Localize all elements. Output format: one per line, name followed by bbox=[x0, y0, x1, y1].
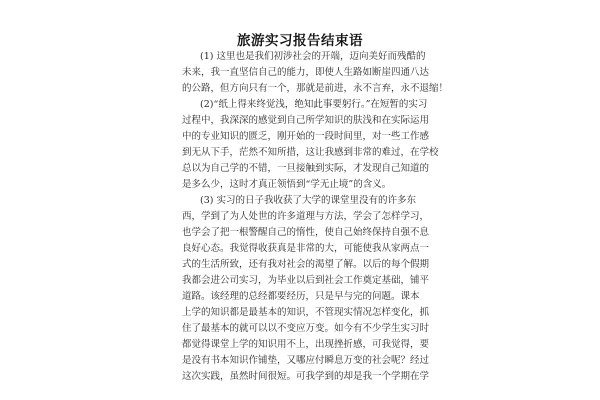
paragraph-2-line-4: 到无从下手，茫然不知所措，这让我感到非常的难过，在学校 bbox=[182, 147, 439, 158]
paragraph-3-line-11: 是没有书本知识作铺垫，又哪应付瞬息万变的社会呢？经过 bbox=[182, 355, 430, 366]
paragraph-1-line-3: 的公路，但方向只有一个，那就是前进，永不言弃，永不退缩！ bbox=[182, 83, 449, 94]
paragraph-2-line-2: 过程中，我深深的感觉到自己所学知识的肤浅和在实际运用 bbox=[182, 115, 430, 126]
paragraph-3-line-7: 道路。该经理的总经都要经历，只是早与完的问题。课本 bbox=[182, 291, 420, 302]
paragraph-3-line-10: 都觉得课堂上学的知识用不上，出现挫折感，可我觉得，要 bbox=[182, 339, 430, 350]
paragraph-3-line-12: 这次实践，虽然时间很短。可我学到的却是我一个学期在学 bbox=[182, 371, 430, 382]
paragraph-3-line-4: 良好心态。我觉得收获真是非常的大，可能使我从家两点一 bbox=[182, 243, 430, 254]
paragraph-3-line-5: 式的生活所致，还有我对社会的渴望了解。以后的每个假期 bbox=[182, 259, 430, 270]
paragraph-3-line-6: 我都会进公司实习，为毕业以后到社会工作奠定基础，铺平 bbox=[182, 275, 430, 286]
paragraph-1-line-1: (1) 这里也是我们初涉社会的开端，迈向美好而残酷的 bbox=[200, 51, 426, 62]
paragraph-2-line-6: 是多么少，这时才真正领悟到“学无止境”的含义。 bbox=[182, 179, 392, 190]
paragraph-2-line-1: (2)“纸上得来终觉浅，绝知此事要躬行。”在短暂的实习 bbox=[200, 99, 428, 110]
document-title: 旅游实习报告结束语 bbox=[237, 33, 363, 49]
paragraph-3-line-8: 上学的知识都是最基本的知识，不管现实情况怎样变化，抓 bbox=[182, 307, 430, 318]
paragraph-3-line-3: 也学会了把一根警醒自己的惰性，使自己始终保持自强不息 bbox=[182, 227, 430, 238]
paragraph-2-line-3: 中的专业知识的匮乏，刚开始的一段时间里，对一些工作感 bbox=[182, 131, 430, 142]
paragraph-2-line-5: 总以为自己学的不错，一旦接触到实际，才发现自己知道的 bbox=[182, 163, 430, 174]
paragraph-3-line-9: 住了最基本的就可以以不变应万变。如今有不少学生实习时 bbox=[182, 323, 430, 334]
paragraph-1-line-2: 未来，我一直坚信自己的能力，即使人生路如断崖四通八达 bbox=[182, 67, 430, 78]
paragraph-3-line-1: (3) 实习的日子我收获了大学的课堂里没有的许多东 bbox=[200, 195, 416, 206]
paragraph-3-line-2: 西，学到了为人处世的许多道理与方法，学会了怎样学习， bbox=[182, 211, 430, 222]
